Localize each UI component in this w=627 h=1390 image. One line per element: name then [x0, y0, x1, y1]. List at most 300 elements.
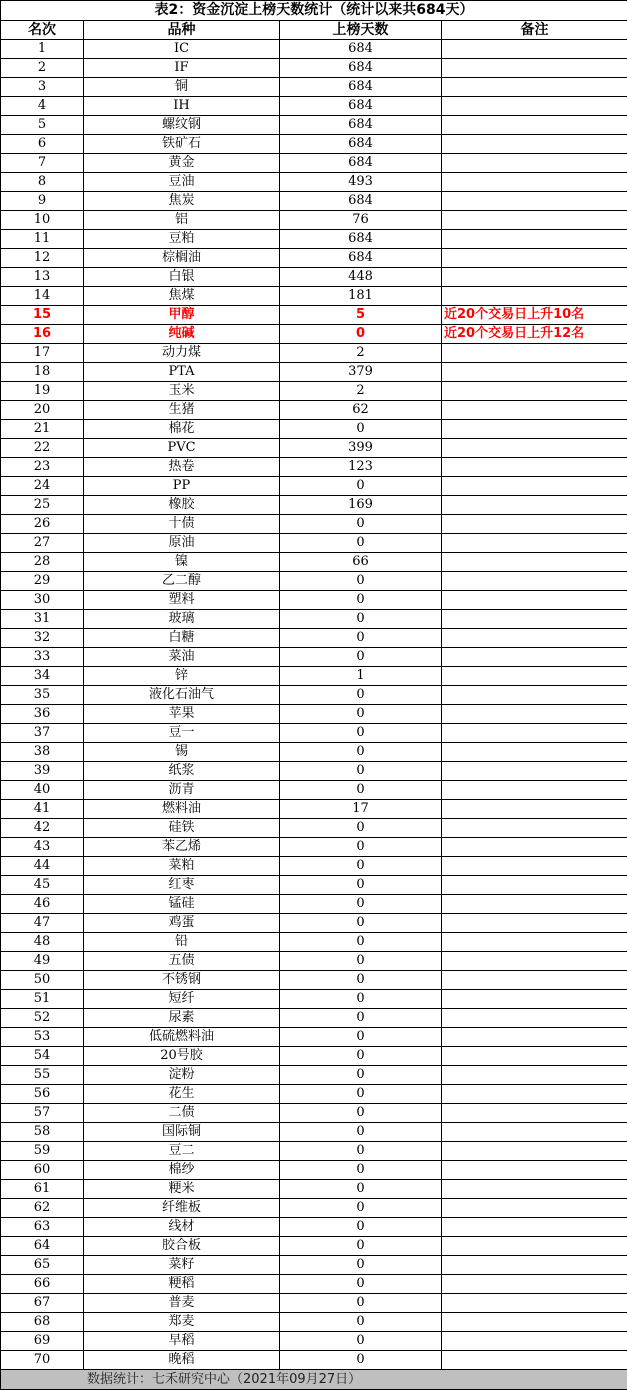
table-row: [1, 40, 627, 59]
note-cell: [442, 591, 627, 610]
note-cell: [442, 230, 627, 249]
rank-cell: 18: [1, 363, 84, 382]
note-cell: [442, 1104, 627, 1123]
days-cell: 123: [280, 458, 442, 477]
table-row: [1, 1199, 627, 1218]
header-product: 品种: [84, 21, 280, 40]
note-cell: [442, 477, 627, 496]
product-cell: 沥青: [84, 781, 280, 800]
table-row: [1, 876, 627, 895]
product-cell: 豆油: [84, 173, 280, 192]
product-cell: 螺纹钢: [84, 116, 280, 135]
rank-cell: 22: [1, 439, 84, 458]
rank-cell: 33: [1, 648, 84, 667]
product-cell: 橡胶: [84, 496, 280, 515]
rank-cell: 39: [1, 762, 84, 781]
days-cell: 0: [280, 857, 442, 876]
note-cell: [442, 211, 627, 230]
data-source-footer: 数据统计：七禾研究中心（2021年09月27日）: [1, 1370, 627, 1390]
table-row: [1, 496, 627, 515]
note-cell: [442, 1047, 627, 1066]
product-cell: 纤维板: [84, 1199, 280, 1218]
rank-cell: 52: [1, 1009, 84, 1028]
table-row: [1, 97, 627, 116]
note-cell: [442, 154, 627, 173]
days-cell: 0: [280, 876, 442, 895]
product-cell: 郑麦: [84, 1313, 280, 1332]
note-cell: [442, 78, 627, 97]
note-cell: [442, 363, 627, 382]
product-cell: 棕榈油: [84, 249, 280, 268]
product-cell: 黄金: [84, 154, 280, 173]
table-body: [1, 40, 627, 1370]
note-cell: [442, 515, 627, 534]
note-cell: [442, 876, 627, 895]
days-cell: 0: [280, 572, 442, 591]
product-cell: 鸡蛋: [84, 914, 280, 933]
product-cell: 玉米: [84, 382, 280, 401]
note-cell: [442, 705, 627, 724]
rank-cell: 46: [1, 895, 84, 914]
product-cell: 豆二: [84, 1142, 280, 1161]
days-cell: 0: [280, 629, 442, 648]
days-cell: 0: [280, 1332, 442, 1351]
rank-cell: 42: [1, 819, 84, 838]
rank-cell: 60: [1, 1161, 84, 1180]
table-row: [1, 1275, 627, 1294]
note-cell: [442, 1161, 627, 1180]
table-row: [1, 933, 627, 952]
note-cell: [442, 914, 627, 933]
table-row: [1, 401, 627, 420]
days-cell: 0: [280, 1142, 442, 1161]
table-row: [1, 116, 627, 135]
product-cell: 棉花: [84, 420, 280, 439]
rank-cell: 5: [1, 116, 84, 135]
table-row: [1, 648, 627, 667]
table-row: [1, 895, 627, 914]
note-cell: [442, 1123, 627, 1142]
days-cell: 0: [280, 1294, 442, 1313]
note-cell: [442, 401, 627, 420]
note-cell: [442, 116, 627, 135]
days-cell: 0: [280, 1123, 442, 1142]
note-cell: [442, 553, 627, 572]
days-cell: 0: [280, 534, 442, 553]
rank-cell: 24: [1, 477, 84, 496]
note-cell: [442, 59, 627, 78]
rank-cell: 6: [1, 135, 84, 154]
product-cell: 晚稻: [84, 1351, 280, 1370]
product-cell: 花生: [84, 1085, 280, 1104]
days-cell: 181: [280, 287, 442, 306]
days-cell: 0: [280, 819, 442, 838]
table-row: [1, 268, 627, 287]
note-cell: [442, 952, 627, 971]
table-row: [1, 591, 627, 610]
product-cell: 塑料: [84, 591, 280, 610]
days-cell: 0: [280, 477, 442, 496]
product-cell: 二债: [84, 1104, 280, 1123]
product-cell: 锌: [84, 667, 280, 686]
product-cell: 原油: [84, 534, 280, 553]
rank-cell: 25: [1, 496, 84, 515]
note-cell: [442, 1275, 627, 1294]
table-row: [1, 1237, 627, 1256]
product-cell: 低硫燃料油: [84, 1028, 280, 1047]
days-cell: 0: [280, 1085, 442, 1104]
days-cell: 0: [280, 914, 442, 933]
table-row: [1, 135, 627, 154]
rank-cell: 15: [1, 306, 84, 325]
days-cell: 0: [280, 591, 442, 610]
note-cell: [442, 534, 627, 553]
rank-cell: 2: [1, 59, 84, 78]
rank-cell: 43: [1, 838, 84, 857]
product-cell: 不锈钢: [84, 971, 280, 990]
rank-cell: 40: [1, 781, 84, 800]
rank-cell: 12: [1, 249, 84, 268]
note-cell: [442, 667, 627, 686]
note-cell: [442, 1332, 627, 1351]
rank-cell: 30: [1, 591, 84, 610]
rank-cell: 50: [1, 971, 84, 990]
product-cell: 线材: [84, 1218, 280, 1237]
days-cell: 66: [280, 553, 442, 572]
days-cell: 2: [280, 382, 442, 401]
table-row: [1, 971, 627, 990]
days-cell: 684: [280, 59, 442, 78]
days-cell: 62: [280, 401, 442, 420]
note-cell: [442, 1256, 627, 1275]
days-cell: 0: [280, 325, 442, 344]
note-cell: 近20个交易日上升10名: [442, 306, 627, 325]
product-cell: PVC: [84, 439, 280, 458]
rank-cell: 35: [1, 686, 84, 705]
header-rank: 名次: [1, 21, 84, 40]
rank-cell: 58: [1, 1123, 84, 1142]
rank-cell: 56: [1, 1085, 84, 1104]
days-cell: 0: [280, 895, 442, 914]
product-cell: 淀粉: [84, 1066, 280, 1085]
rank-cell: 36: [1, 705, 84, 724]
product-cell: 早稻: [84, 1332, 280, 1351]
table-row: [1, 211, 627, 230]
note-cell: [442, 40, 627, 59]
product-cell: 纯碱: [84, 325, 280, 344]
days-cell: 0: [280, 762, 442, 781]
note-cell: [442, 1313, 627, 1332]
table-row: [1, 857, 627, 876]
table-row: [1, 1256, 627, 1275]
note-cell: [442, 686, 627, 705]
note-cell: [442, 439, 627, 458]
days-cell: 684: [280, 230, 442, 249]
table-row: [1, 686, 627, 705]
table-row: [1, 743, 627, 762]
table-row: [1, 325, 627, 344]
table-row: [1, 363, 627, 382]
product-cell: 红枣: [84, 876, 280, 895]
table-row: [1, 1085, 627, 1104]
header-row: [1, 21, 627, 40]
footer-row: [1, 1370, 627, 1390]
product-cell: PP: [84, 477, 280, 496]
product-cell: 十债: [84, 515, 280, 534]
product-cell: 胶合板: [84, 1237, 280, 1256]
rank-cell: 67: [1, 1294, 84, 1313]
table-row: [1, 477, 627, 496]
note-cell: [442, 1294, 627, 1313]
rank-cell: 55: [1, 1066, 84, 1085]
table-row: [1, 1161, 627, 1180]
days-cell: 0: [280, 1199, 442, 1218]
table-row: [1, 534, 627, 553]
product-cell: PTA: [84, 363, 280, 382]
table-row: [1, 1104, 627, 1123]
note-cell: [442, 895, 627, 914]
note-cell: [442, 990, 627, 1009]
table-row: [1, 1028, 627, 1047]
days-cell: 0: [280, 990, 442, 1009]
days-cell: 684: [280, 40, 442, 59]
rank-cell: 7: [1, 154, 84, 173]
rank-cell: 29: [1, 572, 84, 591]
rank-cell: 4: [1, 97, 84, 116]
rank-cell: 21: [1, 420, 84, 439]
product-cell: 菜籽: [84, 1256, 280, 1275]
note-cell: [442, 382, 627, 401]
rank-cell: 28: [1, 553, 84, 572]
product-cell: 纸浆: [84, 762, 280, 781]
note-cell: [442, 192, 627, 211]
table-row: [1, 705, 627, 724]
days-cell: 0: [280, 420, 442, 439]
product-cell: 焦煤: [84, 287, 280, 306]
table-row: [1, 1180, 627, 1199]
note-cell: 近20个交易日上升12名: [442, 325, 627, 344]
product-cell: 苹果: [84, 705, 280, 724]
rank-cell: 10: [1, 211, 84, 230]
note-cell: [442, 762, 627, 781]
note-cell: [442, 268, 627, 287]
note-cell: [442, 1028, 627, 1047]
days-cell: 493: [280, 173, 442, 192]
note-cell: [442, 420, 627, 439]
rank-cell: 66: [1, 1275, 84, 1294]
rank-cell: 26: [1, 515, 84, 534]
table-row: [1, 1047, 627, 1066]
rank-cell: 62: [1, 1199, 84, 1218]
days-cell: 0: [280, 1313, 442, 1332]
note-cell: [442, 857, 627, 876]
product-cell: 五债: [84, 952, 280, 971]
product-cell: IC: [84, 40, 280, 59]
note-cell: [442, 1009, 627, 1028]
table-title: 表2：资金沉淀上榜天数统计（统计以来共684天）: [1, 1, 627, 21]
product-cell: 短纤: [84, 990, 280, 1009]
table-row: [1, 173, 627, 192]
table-row: [1, 287, 627, 306]
note-cell: [442, 135, 627, 154]
rank-cell: 9: [1, 192, 84, 211]
table-row: [1, 420, 627, 439]
product-cell: 硅铁: [84, 819, 280, 838]
rank-cell: 59: [1, 1142, 84, 1161]
days-cell: 684: [280, 192, 442, 211]
product-cell: 玻璃: [84, 610, 280, 629]
table-row: [1, 629, 627, 648]
days-cell: 0: [280, 952, 442, 971]
rank-cell: 38: [1, 743, 84, 762]
product-cell: 白银: [84, 268, 280, 287]
table-row: [1, 572, 627, 591]
days-cell: 0: [280, 1161, 442, 1180]
note-cell: [442, 344, 627, 363]
rank-cell: 57: [1, 1104, 84, 1123]
note-cell: [442, 572, 627, 591]
note-cell: [442, 724, 627, 743]
table-row: [1, 800, 627, 819]
product-cell: 豆一: [84, 724, 280, 743]
rank-cell: 48: [1, 933, 84, 952]
product-cell: IF: [84, 59, 280, 78]
days-cell: 0: [280, 838, 442, 857]
rank-cell: 64: [1, 1237, 84, 1256]
rank-cell: 70: [1, 1351, 84, 1370]
note-cell: [442, 496, 627, 515]
product-cell: 铁矿石: [84, 135, 280, 154]
note-cell: [442, 648, 627, 667]
days-cell: 0: [280, 743, 442, 762]
product-cell: 锡: [84, 743, 280, 762]
days-cell: 684: [280, 78, 442, 97]
table-row: [1, 230, 627, 249]
note-cell: [442, 781, 627, 800]
table-row: [1, 306, 627, 325]
note-cell: [442, 838, 627, 857]
days-cell: 684: [280, 116, 442, 135]
product-cell: 镍: [84, 553, 280, 572]
table-row: [1, 59, 627, 78]
note-cell: [442, 1199, 627, 1218]
days-cell: 0: [280, 1066, 442, 1085]
table-row: [1, 762, 627, 781]
table-row: [1, 382, 627, 401]
rank-cell: 32: [1, 629, 84, 648]
table-row: [1, 1009, 627, 1028]
note-cell: [442, 933, 627, 952]
rank-cell: 65: [1, 1256, 84, 1275]
rank-cell: 23: [1, 458, 84, 477]
product-cell: 锰硅: [84, 895, 280, 914]
table-row: [1, 553, 627, 572]
table-row: [1, 990, 627, 1009]
rank-cell: 63: [1, 1218, 84, 1237]
table-row: [1, 344, 627, 363]
note-cell: [442, 173, 627, 192]
rank-cell: 51: [1, 990, 84, 1009]
product-cell: 乙二醇: [84, 572, 280, 591]
rank-cell: 37: [1, 724, 84, 743]
days-cell: 0: [280, 1009, 442, 1028]
table-row: [1, 1218, 627, 1237]
days-cell: 76: [280, 211, 442, 230]
rank-cell: 61: [1, 1180, 84, 1199]
table-row: [1, 458, 627, 477]
table-row: [1, 515, 627, 534]
days-cell: 0: [280, 781, 442, 800]
product-cell: 粳稻: [84, 1275, 280, 1294]
rank-cell: 3: [1, 78, 84, 97]
rank-cell: 13: [1, 268, 84, 287]
days-cell: 399: [280, 439, 442, 458]
rank-cell: 53: [1, 1028, 84, 1047]
product-cell: 苯乙烯: [84, 838, 280, 857]
days-cell: 0: [280, 1218, 442, 1237]
rank-cell: 1: [1, 40, 84, 59]
rank-cell: 44: [1, 857, 84, 876]
table-row: [1, 1351, 627, 1370]
rank-cell: 8: [1, 173, 84, 192]
rank-cell: 49: [1, 952, 84, 971]
header-note: 备注: [442, 21, 627, 40]
rank-cell: 68: [1, 1313, 84, 1332]
table-row: [1, 781, 627, 800]
days-cell: 2: [280, 344, 442, 363]
rank-cell: 47: [1, 914, 84, 933]
days-cell: 0: [280, 610, 442, 629]
days-cell: 684: [280, 135, 442, 154]
note-cell: [442, 971, 627, 990]
note-cell: [442, 1142, 627, 1161]
days-cell: 0: [280, 1256, 442, 1275]
table-row: [1, 192, 627, 211]
rank-cell: 20: [1, 401, 84, 420]
header-days: 上榜天数: [280, 21, 442, 40]
rank-cell: 34: [1, 667, 84, 686]
days-cell: 0: [280, 971, 442, 990]
note-cell: [442, 249, 627, 268]
days-cell: 684: [280, 97, 442, 116]
rank-cell: 45: [1, 876, 84, 895]
days-cell: 17: [280, 800, 442, 819]
table-row: [1, 952, 627, 971]
days-cell: 0: [280, 705, 442, 724]
product-cell: 菜粕: [84, 857, 280, 876]
rank-cell: 17: [1, 344, 84, 363]
note-cell: [442, 819, 627, 838]
days-cell: 0: [280, 515, 442, 534]
table-row: [1, 1313, 627, 1332]
note-cell: [442, 1085, 627, 1104]
product-cell: IH: [84, 97, 280, 116]
rank-cell: 31: [1, 610, 84, 629]
days-cell: 0: [280, 1351, 442, 1370]
table-row: [1, 439, 627, 458]
table-row: [1, 154, 627, 173]
note-cell: [442, 1066, 627, 1085]
rank-cell: 27: [1, 534, 84, 553]
table-row: [1, 1123, 627, 1142]
product-cell: 液化石油气: [84, 686, 280, 705]
note-cell: [442, 97, 627, 116]
days-cell: 0: [280, 1275, 442, 1294]
note-cell: [442, 1351, 627, 1370]
table-row: [1, 667, 627, 686]
note-cell: [442, 1180, 627, 1199]
table-row: [1, 1142, 627, 1161]
